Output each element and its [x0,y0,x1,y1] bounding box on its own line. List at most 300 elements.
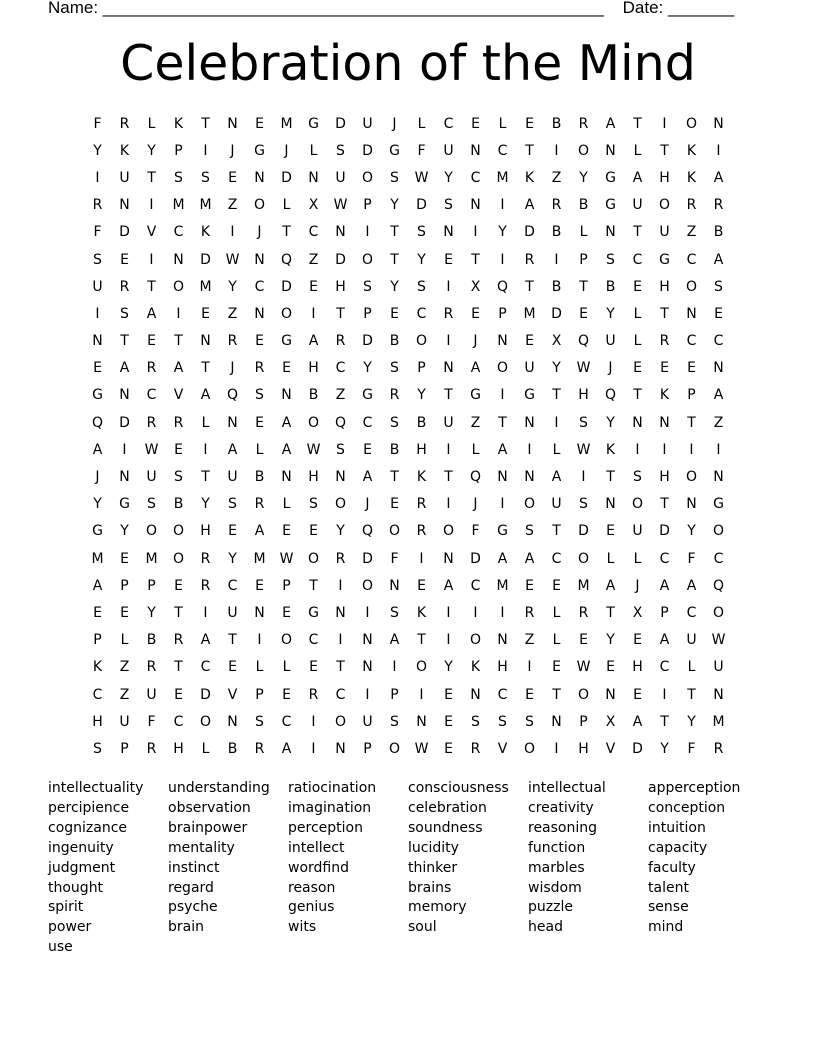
grid-letter: E [471,115,480,132]
grid-letter: S [579,414,588,431]
grid-letter: H [497,659,508,676]
grid-letter: L [147,115,156,132]
word-bank-item: brains [408,879,452,896]
grid-letter: X [632,604,643,621]
grid-letter: T [552,387,561,404]
grid-letter: U [362,713,373,730]
grid-letter: S [390,414,399,431]
grid-letter: O [415,659,428,676]
word-bank-item: reasoning [528,819,598,836]
grid-letter: R [119,278,130,295]
grid-letter: M [577,577,590,594]
grid-letter: K [686,142,697,159]
grid-letter: O [685,469,698,486]
grid-letter: R [254,360,265,377]
grid-row [84,518,732,545]
grid-letter: O [334,496,347,513]
grid-letter: T [660,496,669,513]
grid-letter: I [554,251,559,268]
word-bank-item: ingenuity [48,839,114,856]
grid-letter: E [606,523,615,540]
word-bank-item: intellectual [528,780,606,796]
grid-letter: T [417,632,426,649]
grid-letter: C [443,115,454,132]
grid-letter: H [308,360,319,377]
grid-letter: E [282,604,291,621]
grid-letter: E [255,115,264,132]
grid-letter: R [200,550,211,567]
word-bank-item: wordfind [288,859,349,876]
grid-letter: L [282,659,291,676]
grid-letter: N [227,414,238,431]
word-bank-item: brainpower [168,819,248,836]
grid-letter: Q [226,387,239,404]
grid-row [84,328,732,355]
name-field[interactable]: Name: _____________________________________________________ [48,0,604,17]
grid-letter: U [632,197,643,214]
grid-letter: Y [93,142,102,159]
grid-letter: T [660,142,669,159]
grid-letter: R [416,523,427,540]
grid-row [84,599,732,626]
grid-letter: B [173,496,184,513]
grid-letter: U [659,224,670,241]
grid-letter: P [660,604,669,621]
grid-letter: I [554,740,559,757]
grid-letter: A [497,550,508,567]
grid-letter: K [200,224,211,241]
grid-letter: N [254,169,265,186]
word-bank-item: brain [168,919,204,936]
grid-letter: N [659,414,670,431]
grid-letter: C [686,251,697,268]
grid-letter: L [282,496,291,513]
grid-letter: T [687,686,696,703]
grid-letter: L [471,441,480,458]
grid-letter: S [309,496,318,513]
grid-letter: U [686,632,697,649]
grid-letter: C [308,632,319,649]
grid-letter: S [174,469,183,486]
grid-letter: I [365,686,370,703]
grid-letter: N [416,713,427,730]
word-bank-item: thinker [408,859,458,876]
grid-letter: S [228,496,237,513]
word-bank-item: wits [288,919,317,936]
grid-letter: T [444,387,453,404]
grid-letter: N [254,251,265,268]
grid-letter: A [713,169,724,186]
grid-letter: R [443,305,454,322]
grid-letter: Z [308,251,319,268]
grid-letter: A [227,441,238,458]
grid-letter: N [605,142,616,159]
grid-letter: N [470,686,481,703]
grid-letter: P [579,251,588,268]
grid-letter: U [119,169,130,186]
word-bank-item: judgment [48,859,116,876]
grid-letter: M [280,115,293,132]
grid-letter: C [713,333,724,350]
grid-letter: E [363,441,372,458]
grid-letter: M [199,197,212,214]
grid-letter: L [201,740,210,757]
grid-letter: U [227,469,238,486]
grid-letter: R [713,197,724,214]
grid-letter: P [363,197,372,214]
grid-letter: E [93,360,102,377]
grid-letter: Q [91,414,104,431]
grid-letter: G [92,387,103,404]
letter-grid [84,110,732,763]
grid-letter: N [227,713,238,730]
grid-letter: E [282,523,291,540]
grid-letter: N [470,142,481,159]
grid-letter: D [659,523,670,540]
grid-letter: W [576,360,591,377]
grid-letter: J [230,360,235,377]
grid-letter: K [173,115,184,132]
grid-letter: Q [280,251,293,268]
grid-letter: P [498,305,507,322]
grid-letter: Y [687,523,696,540]
word-bank-item: regard [168,879,214,896]
grid-letter: R [470,740,481,757]
grid-letter: R [686,197,697,214]
grid-letter: O [307,414,320,431]
grid-letter: T [147,278,156,295]
grid-letter: I [176,305,181,322]
grid-letter: S [336,441,345,458]
grid-letter: N [119,387,130,404]
grid-letter: N [335,740,346,757]
grid-letter: R [389,387,400,404]
grid-letter: A [713,251,724,268]
grid-letter: I [365,604,370,621]
grid-letter: D [119,224,130,241]
word-bank-column [288,779,408,958]
grid-letter: S [390,604,399,621]
grid-letter: T [228,632,237,649]
grid-letter: E [579,632,588,649]
grid-letter: N [470,197,481,214]
grid-letter: E [579,305,588,322]
grid-letter: R [335,333,346,350]
grid-letter: P [687,387,696,404]
grid-letter: N [632,414,643,431]
grid-letter: O [388,740,401,757]
grid-letter: U [605,333,616,350]
grid-letter: A [632,713,643,730]
grid-letter: U [713,659,724,676]
grid-letter: N [713,115,724,132]
grid-letter: O [631,496,644,513]
grid-letter: N [119,469,130,486]
grid-row [84,491,732,518]
grid-letter: N [362,659,373,676]
grid-letter: T [471,251,480,268]
grid-letter: P [363,740,372,757]
grid-letter: A [524,550,535,567]
grid-letter: O [361,169,374,186]
grid-letter: U [551,496,562,513]
grid-letter: A [497,441,508,458]
grid-letter: L [633,333,642,350]
grid-letter: P [93,632,102,649]
grid-letter: I [500,251,505,268]
grid-letter: I [203,441,208,458]
word-bank-item: faculty [648,859,696,876]
grid-letter: L [417,115,426,132]
grid-letter: G [362,387,373,404]
grid-letter: T [525,278,534,295]
grid-letter: F [687,740,696,757]
grid-letter: E [633,278,642,295]
grid-letter: T [309,577,318,594]
grid-letter: E [660,360,669,377]
grid-letter: E [552,577,561,594]
word-bank-item: creativity [528,799,594,816]
grid-letter: I [203,142,208,159]
grid-letter: P [579,713,588,730]
grid-letter: N [551,713,562,730]
grid-letter: N [308,169,319,186]
grid-letter: F [417,142,426,159]
grid-letter: Y [606,632,615,649]
grid-letter: D [632,740,643,757]
grid-letter: R [659,333,670,350]
grid-letter: A [254,523,265,540]
grid-letter: O [496,360,509,377]
grid-letter: T [552,686,561,703]
grid-letter: J [635,577,640,594]
grid-letter: U [227,604,238,621]
date-field[interactable]: Date: _______ [622,0,735,17]
word-bank-item: mentality [168,839,235,856]
grid-letter: S [255,387,264,404]
grid-letter: N [605,224,616,241]
grid-letter: L [120,632,129,649]
grid-letter: R [551,197,562,214]
grid-letter: I [500,387,505,404]
grid-letter: N [497,333,508,350]
grid-letter: Y [390,278,399,295]
grid-letter: O [577,550,590,567]
grid-letter: L [633,142,642,159]
grid-letter: X [308,197,319,214]
word-bank-item: intellect [288,839,345,856]
grid-letter: P [363,305,372,322]
grid-letter: S [147,496,156,513]
grid-letter: Y [660,740,669,757]
grid-letter: W [414,740,429,757]
grid-letter: C [173,713,184,730]
grid-row [84,164,732,191]
grid-letter: I [662,115,667,132]
grid-letter: A [308,333,319,350]
grid-letter: Y [444,169,453,186]
grid-letter: E [120,550,129,567]
grid-letter: E [174,686,183,703]
grid-letter: K [605,441,616,458]
grid-letter: L [552,441,561,458]
grid-letter: H [200,523,211,540]
word-bank-item: marbles [528,859,585,876]
grid-letter: Z [119,686,130,703]
grid-letter: A [200,387,211,404]
grid-letter: U [362,115,373,132]
grid-letter: P [174,142,183,159]
grid-letter: C [659,550,670,567]
grid-letter: E [525,333,534,350]
grid-letter: E [525,115,534,132]
grid-row [84,219,732,246]
word-bank-item: ratiocination [288,780,377,796]
word-bank-item: function [528,839,586,856]
grid-letter: S [336,142,345,159]
grid-letter: A [470,360,481,377]
grid-letter: E [444,740,453,757]
grid-row [84,627,732,654]
grid-row [84,681,732,708]
grid-letter: E [93,604,102,621]
grid-letter: E [525,686,534,703]
grid-letter: E [255,333,264,350]
grid-letter: W [576,659,591,676]
grid-letter: M [496,577,509,594]
word-bank-item: use [48,939,73,956]
grid-letter: O [523,496,536,513]
grid-letter: I [365,224,370,241]
grid-letter: C [254,278,265,295]
grid-letter: T [606,604,615,621]
grid-row [84,708,732,735]
grid-letter: N [281,387,292,404]
grid-letter: E [282,686,291,703]
grid-letter: D [119,414,130,431]
grid-row [84,246,732,273]
word-bank-item: capacity [648,839,708,856]
grid-letter: J [230,142,235,159]
grid-letter: V [497,740,508,757]
grid-letter: N [713,469,724,486]
grid-letter: G [281,333,292,350]
grid-letter: R [713,740,724,757]
grid-letter: A [524,197,535,214]
grid-letter: T [201,469,210,486]
grid-letter: B [254,469,265,486]
grid-letter: I [230,224,235,241]
grid-letter: I [716,441,721,458]
grid-letter: R [92,197,103,214]
grid-letter: L [255,441,264,458]
grid-letter: J [95,469,100,486]
grid-letter: J [608,360,613,377]
grid-letter: O [712,604,725,621]
grid-letter: I [446,496,451,513]
grid-letter: T [633,224,642,241]
grid-letter: R [146,659,157,676]
grid-letter: N [686,305,697,322]
grid-letter: I [500,197,505,214]
grid-letter: A [281,740,292,757]
grid-letter: W [306,441,321,458]
grid-letter: H [578,387,589,404]
grid-letter: I [392,659,397,676]
grid-letter: E [417,577,426,594]
grid-row [84,735,732,762]
grid-letter: I [662,441,667,458]
grid-letter: Z [335,387,346,404]
grid-letter: I [500,496,505,513]
grid-letter: Y [201,496,210,513]
grid-letter: E [309,278,318,295]
grid-letter: N [335,469,346,486]
grid-letter: N [605,686,616,703]
grid-letter: R [173,632,184,649]
grid-letter: P [282,577,291,594]
grid-letter: O [415,333,428,350]
grid-row [84,137,732,164]
grid-letter: J [284,142,289,159]
grid-letter: L [552,604,561,621]
grid-row [84,382,732,409]
grid-letter: T [525,142,534,159]
grid-letter: I [662,686,667,703]
word-bank-item: percipience [48,799,130,816]
grid-letter: R [254,740,265,757]
grid-letter: M [523,305,536,322]
grid-letter: T [633,115,642,132]
grid-letter: R [578,604,589,621]
grid-letter: Y [93,496,102,513]
grid-letter: Y [120,523,129,540]
grid-letter: Z [713,414,724,431]
grid-letter: W [576,441,591,458]
grid-letter: H [173,740,184,757]
grid-letter: Y [336,523,345,540]
grid-letter: C [146,387,157,404]
grid-letter: I [554,142,559,159]
grid-letter: L [255,659,264,676]
grid-letter: O [361,251,374,268]
grid-letter: X [470,278,481,295]
grid-row [84,192,732,219]
grid-letter: O [712,523,725,540]
grid-letter: Y [417,251,426,268]
grid-letter: H [659,469,670,486]
word-bank-item: imagination [288,799,372,816]
grid-letter: E [444,251,453,268]
grid-letter: W [225,251,240,268]
grid-letter: T [336,305,345,322]
grid-letter: C [416,305,427,322]
grid-letter: U [632,523,643,540]
grid-letter: P [147,577,156,594]
grid-letter: T [120,333,129,350]
grid-letter: D [362,333,373,350]
grid-letter: P [120,577,129,594]
grid-letter: T [633,387,642,404]
grid-letter: C [281,713,292,730]
grid-letter: C [713,550,724,567]
grid-letter: Y [228,550,237,567]
grid-letter: G [524,387,535,404]
grid-letter: M [172,197,185,214]
grid-letter: S [390,169,399,186]
word-bank-item: genius [288,899,335,916]
grid-letter: J [257,224,262,241]
